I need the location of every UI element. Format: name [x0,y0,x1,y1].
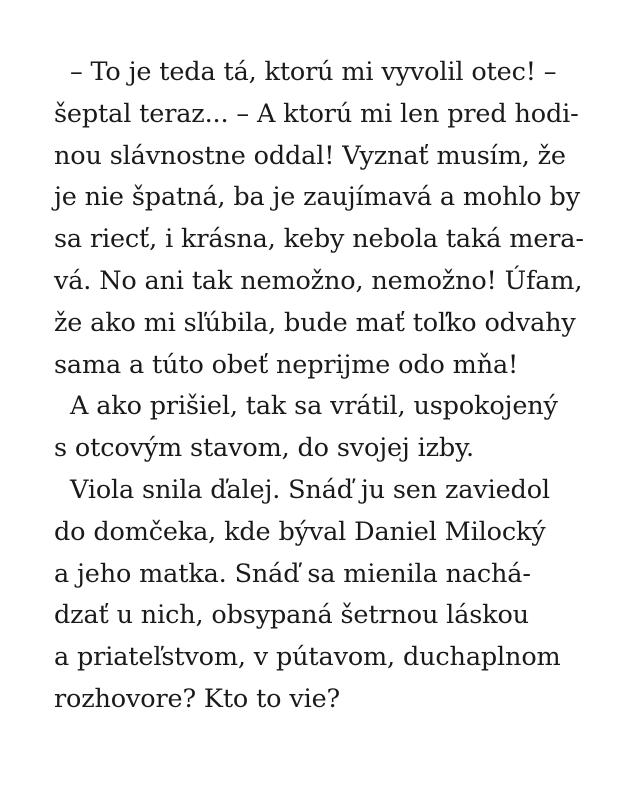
text-line: nou slávnostne oddal! Vyznať musím, že [54,140,566,171]
text-line: – To je teda tá, ktorú mi vyvolil otec! – [70,57,557,87]
text-line: dzať u nich, obsypaná šetrnou láskou [54,600,529,631]
text-line: sa riecť, i krásna, keby nebola taká mera- [54,224,584,255]
text-line: je nie špatná, ba je zaujímavá a mohlo by [54,182,580,213]
text-line: do domčeka, kde býval Daniel Milocký [54,516,546,547]
text-line: a jeho matka. Snáď sa mienila nachá- [54,558,531,589]
text-line: že ako mi sľúbila, bude mať toľko odvahy [54,307,576,338]
text-line: šeptal teraz... – A ktorú mi len pred hodi- [54,98,579,129]
text-line: s otcovým stavom, do svojej izby. [54,433,474,464]
text-line: vá. No ani tak nemožno, nemožno! Úfam, [54,265,583,296]
text-line: A ako prišiel, tak sa vrátil, uspokojený [70,391,558,422]
text-line: a priateľstvom, v pútavom, duchaplnom [54,642,561,673]
text-line: sama a túto obeť neprijme odo mňa! [54,349,519,380]
text-line: Viola snila ďalej. Snáď ju sen zaviedol [70,474,550,505]
text-line: rozhovore? Kto to vie? [54,683,341,714]
body-text [54,52,594,721]
